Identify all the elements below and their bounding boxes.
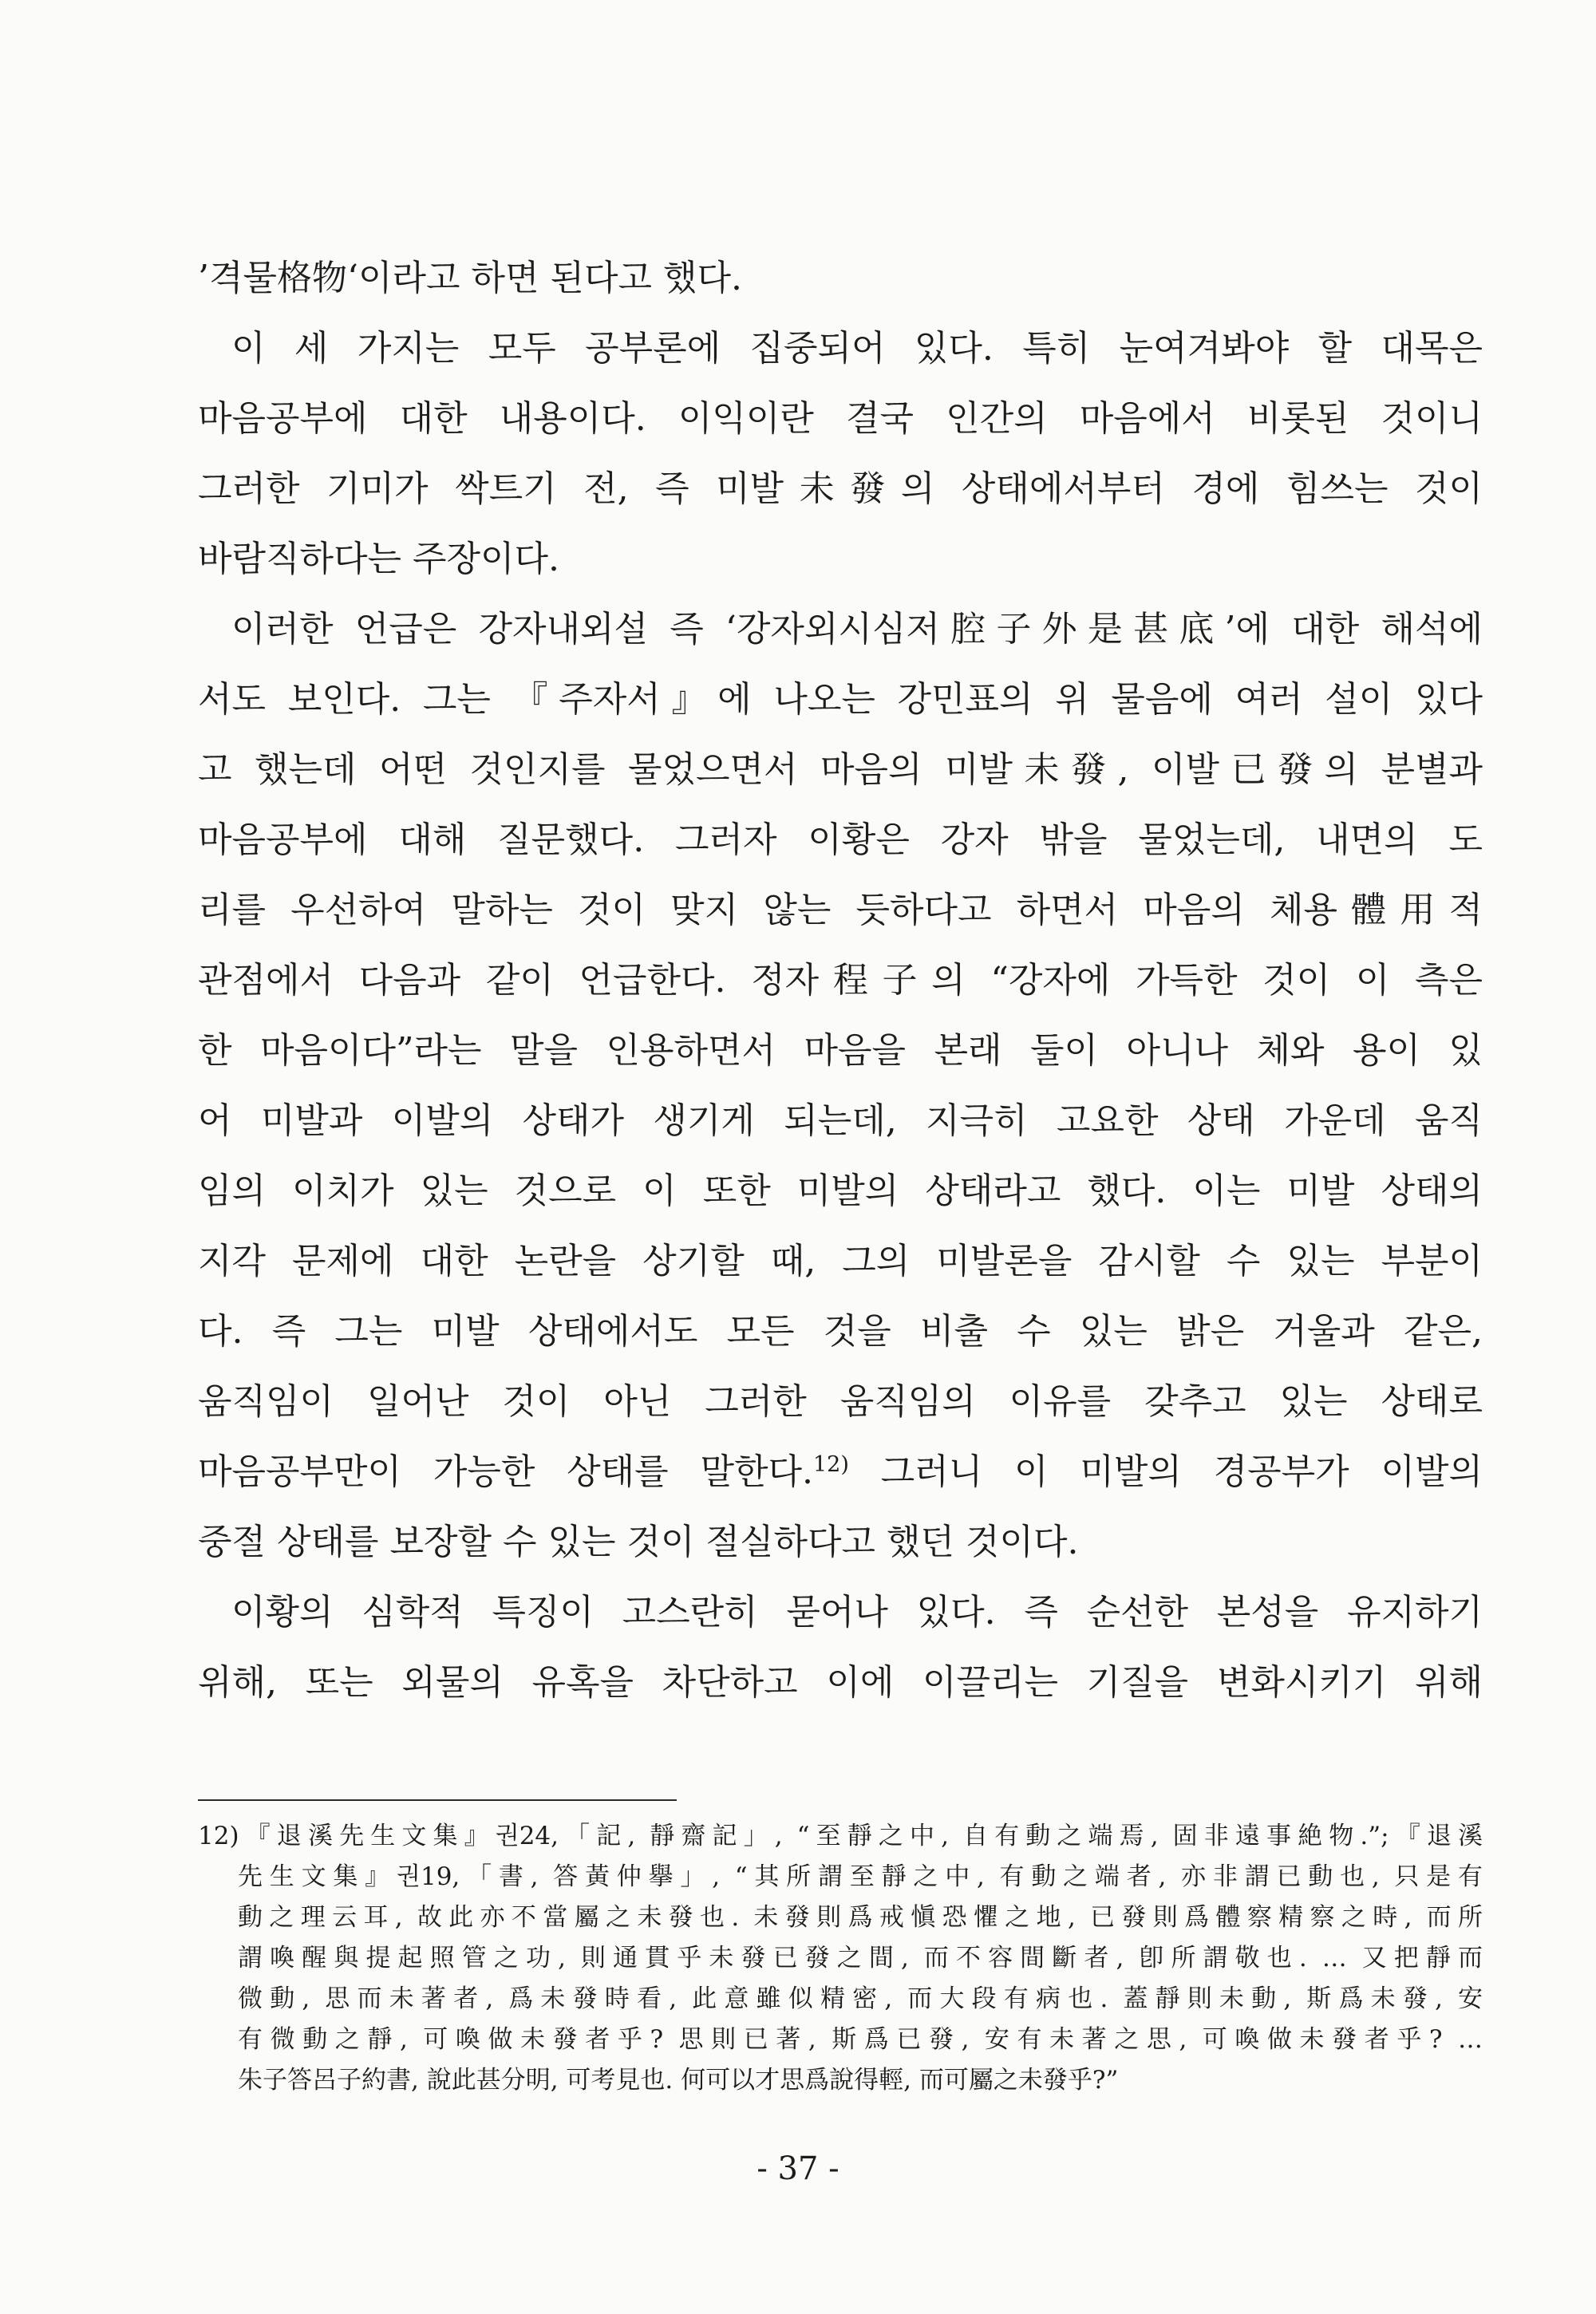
footnote-line: 微動, 思而未著者, 爲未發時看, 此意雖似精密, 而大段有病也. 蓋靜則未動, 斯爲未發, 安 — [238, 1984, 1483, 2013]
footnote-line: 謂喚醒與提起照管之功, 則通貫乎未發已發之間, 而不容間斷者, 卽所謂敬也. … 又把靜而 — [238, 1944, 1483, 1972]
footnote-divider — [198, 1799, 677, 1801]
page-number: - 37 - — [757, 2150, 839, 2187]
text-line: 리를 우선하여 말하는 것이 맞지 않는 듯하다고 하면서 마음의 체용體用적 — [198, 890, 1483, 930]
footnote-line: 朱子答呂子約書, 說此甚分明, 可考見也. 何可以才思爲說得輕, 而可屬之未發乎?” — [238, 2066, 1119, 2095]
text-line: 움직임이 일어난 것이 아닌 그러한 움직임의 이유를 갖추고 있는 상태로 — [198, 1381, 1483, 1422]
footnote-line: 12)『退溪先生文集』권24,「記, 靜齋記」, “至靜之中, 自有動之端焉, 固非遠事絶物.”;『退溪 — [198, 1822, 1483, 1850]
footnote — [198, 1816, 1483, 2101]
text-line: 지각 문제에 대한 논란을 상기할 때, 그의 미발론을 감시할 수 있는 부분이 — [198, 1241, 1483, 1281]
footnote-line: 先生文集』권19,「書, 答黃仲擧」, “其所謂至靜之中, 有動之端者, 亦非謂已動也, 只是有 — [238, 1862, 1483, 1891]
footnote-line: 有微動之靜, 可喚做未發者乎? 思則已著, 斯爲已發, 安有未著之思, 可喚做未發者乎? … — [238, 2025, 1483, 2054]
text-line: 어 미발과 이발의 상태가 생기게 되는데, 지극히 고요한 상태 가운데 움직 — [198, 1100, 1483, 1141]
text-line: 위해, 또는 외물의 유혹을 차단하고 이에 이끌리는 기질을 변화시키기 위해 — [198, 1662, 1483, 1703]
text-line: 마음공부만이 가능한 상태를 말한다.$^{12)}$ 그러니 이 미발의 경공부가 이발의 — [198, 1451, 1483, 1492]
body-text — [198, 243, 1483, 1718]
text-line: 서도 보인다. 그는 『주자서』에 나오는 강민표의 위 물음에 여러 설이 있다 — [198, 679, 1483, 720]
text-line: 한 마음이다”라는 말을 인용하면서 마음을 본래 둘이 아니나 체와 용이 있 — [198, 1030, 1483, 1071]
text-line: 마음공부에 대해 질문했다. 그러자 이황은 강자 밖을 물었는데, 내면의 도 — [198, 819, 1483, 860]
text-line: 바람직하다는 주장이다. — [198, 539, 560, 579]
text-line: 고 했는데 어떤 것인지를 물었으면서 마음의 미발未發, 이발已發의 분별과 — [198, 749, 1483, 790]
text-line: 이러한 언급은 강자내외설 즉 ‘강자외시심저腔子外是甚底’에 대한 해석에 — [231, 609, 1483, 650]
text-line: 이황의 심학적 특징이 고스란히 묻어나 있다. 즉 순선한 본성을 유지하기 — [231, 1592, 1483, 1633]
text-line: 임의 이치가 있는 것으로 이 또한 미발의 상태라고 했다. 이는 미발 상태의 — [198, 1171, 1483, 1211]
text-line: 다. 즉 그는 미발 상태에서도 모든 것을 비출 수 있는 밝은 거울과 같은, — [198, 1311, 1483, 1352]
text-line: 관점에서 다음과 같이 언급한다. 정자程子의 “강자에 가득한 것이 이 측은 — [198, 960, 1483, 1001]
text-line: 중절 상태를 보장할 수 있는 것이 절실하다고 했던 것이다. — [198, 1522, 1079, 1562]
footnote-ref: 12) — [812, 1452, 849, 1477]
text-line: 이 세 가지는 모두 공부론에 집중되어 있다. 특히 눈여겨봐야 할 대목은 — [231, 328, 1483, 369]
text-line: ’격물格物‘이라고 하면 된다고 했다. — [198, 258, 742, 298]
text-line: 마음공부에 대한 내용이다. 이익이란 결국 인간의 마음에서 비롯된 것이니 — [198, 398, 1483, 439]
footnote-line: 動之理云耳, 故此亦不當屬之未發也. 未發則爲戒愼恐懼之地, 已發則爲體察精察之時, 而所 — [238, 1903, 1483, 1932]
text-line: 그러한 기미가 싹트기 전, 즉 미발未發의 상태에서부터 경에 힘쓰는 것이 — [198, 468, 1483, 509]
